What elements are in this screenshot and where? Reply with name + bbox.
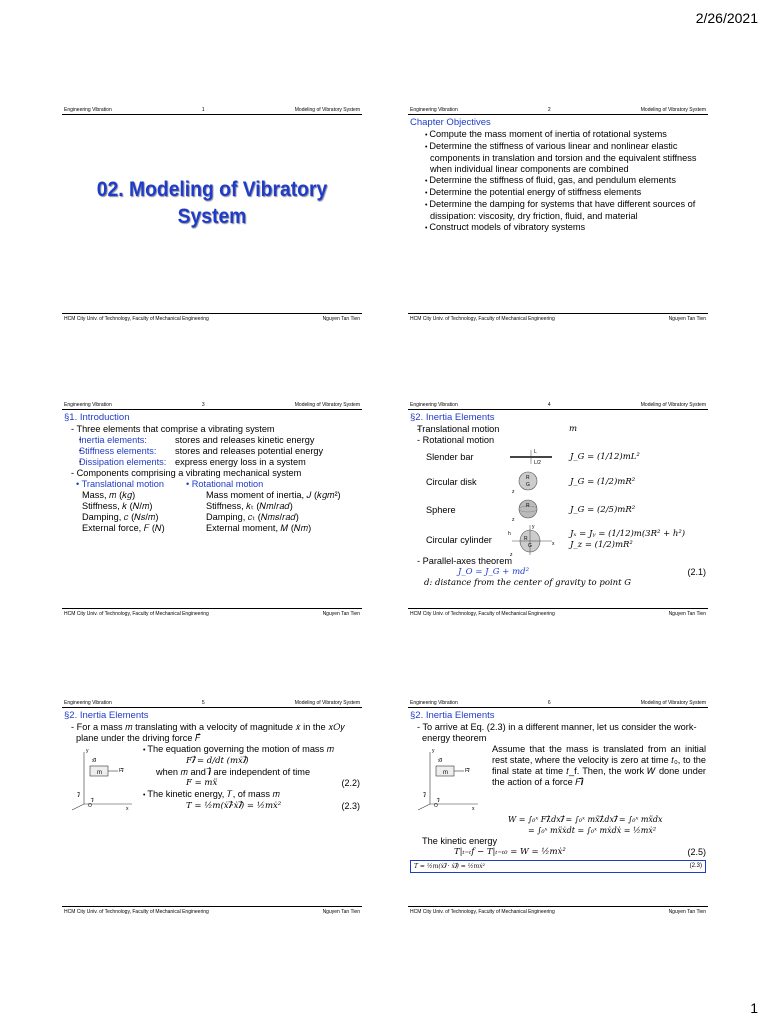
intro-text: - Three elements that comprise a vibrating system xyxy=(64,424,360,435)
svg-text:x: x xyxy=(126,806,129,812)
svg-text:y: y xyxy=(86,748,89,754)
slide-3 xyxy=(62,399,362,619)
footer-left: HCM City Univ. of Technology, Faculty of Mechanical Engineering xyxy=(64,316,209,322)
rotational-row: - Rotational motion xyxy=(410,435,706,446)
list-item: • Determine the stiffness of fluid, gas, and pendulum elements xyxy=(410,175,706,187)
sphere-figure xyxy=(506,497,570,523)
svg-text:x𝒊⃗: x𝒊⃗ xyxy=(438,758,442,764)
mass-axes-figure xyxy=(64,744,142,814)
slide-header xyxy=(408,104,708,115)
svg-text:𝒋⃗: 𝒋⃗ xyxy=(424,792,426,798)
slide-header xyxy=(62,399,362,410)
svg-text:x: x xyxy=(472,806,475,812)
svg-text:x𝒊⃗: x𝒊⃗ xyxy=(92,758,96,764)
slide-footer xyxy=(62,313,362,324)
disk-figure xyxy=(506,469,570,495)
header-left: Engineering Vibration xyxy=(410,107,458,113)
slide-header xyxy=(408,399,708,410)
list-item: • Construct models of vibratory systems xyxy=(410,222,706,234)
header-page: 5 xyxy=(201,700,205,706)
svg-text:O: O xyxy=(88,803,92,809)
header-right: Modeling of Vibratory System xyxy=(294,402,360,408)
kinetic-label: The kinetic energy xyxy=(422,836,498,846)
paragraph: - To arrive at Eq. (2.3) in a different manner, let us consider the work-energy theorem xyxy=(410,722,706,744)
svg-text:R: R xyxy=(526,475,530,481)
slide-5 xyxy=(62,697,362,917)
slide-footer xyxy=(408,906,708,917)
header-left: Engineering Vibration xyxy=(410,402,458,408)
content-row xyxy=(410,744,706,814)
svg-text:L: L xyxy=(534,449,537,455)
svg-text:z: z xyxy=(510,552,513,557)
header-page: 4 xyxy=(547,402,551,408)
footer-right: Nguyen Tan Tien xyxy=(668,611,706,617)
col-translational: • Translational motion xyxy=(76,479,164,489)
list-item: • Determine the stiffness of various linear and nonlinear elastic components in translation and torsion and the equivalent stiffness when individual linear components are combined xyxy=(410,141,706,175)
kinetic-equation: 𝑇|ₜ₌ₜf − 𝑇|ₜ₌ₜ₀ = 𝑊 = ½𝑚𝑥̇² (2.5) xyxy=(454,847,706,857)
header-page: 1 xyxy=(201,107,205,113)
page-number: 1 xyxy=(750,1000,758,1016)
slide-4 xyxy=(408,399,708,619)
svg-text:𝒋⃗: 𝒋⃗ xyxy=(78,792,80,798)
element-row: • Stiffness elements: stores and releases potential energy xyxy=(64,446,360,457)
cylinder-figure xyxy=(506,523,570,557)
mass-axes-figure xyxy=(410,744,492,814)
section-title: §2. Inertia Elements xyxy=(64,710,149,721)
svg-text:h: h xyxy=(508,531,511,537)
chapter-title-line2: System xyxy=(177,205,247,228)
slide-header xyxy=(62,697,362,708)
header-left: Engineering Vibration xyxy=(64,402,112,408)
shape-circular-cylinder: Circular cylinder y x h z R G 𝐽ₓ = 𝐽ᵧ = (1/12)𝑚(3𝑅² + ℎ²) 𝐽_z = (1/2)𝑚𝑅² xyxy=(426,524,686,557)
parallel-equation: 𝐽_O = 𝐽_G + 𝑚𝑑² (2.1) xyxy=(458,567,706,577)
slide-footer xyxy=(408,608,708,619)
shape-circular-disk: Circular disk R G z 𝐽_G = (1/2)𝑚𝑅² xyxy=(410,468,706,496)
svg-text:𝒊⃗: 𝒊⃗ xyxy=(92,798,94,804)
header-page: 3 xyxy=(201,402,205,408)
footer-right: Nguyen Tan Tien xyxy=(668,316,706,322)
slide-body xyxy=(410,710,706,903)
header-left: Engineering Vibration xyxy=(64,700,112,706)
header-page: 6 xyxy=(547,700,551,706)
footer-right: Nguyen Tan Tien xyxy=(322,316,360,322)
svg-text:m: m xyxy=(97,770,102,776)
columns-header xyxy=(64,479,360,490)
shape-slender-bar: Slender bar L L/2 𝐽_G = (1/12)𝑚𝐿² xyxy=(426,449,640,466)
svg-text:G: G xyxy=(526,482,530,488)
header-page: 2 xyxy=(547,107,551,113)
slide-body xyxy=(64,710,360,903)
slide-header xyxy=(408,697,708,708)
list-item: • Compute the mass moment of inertia of rotational systems xyxy=(410,129,706,141)
svg-text:x: x xyxy=(552,541,555,547)
svg-text:y: y xyxy=(532,524,535,530)
svg-text:F𝒊⃗: F𝒊⃗ xyxy=(119,768,124,774)
svg-text:L/2: L/2 xyxy=(534,460,541,466)
chapter-title-line1: 02. Modeling of Vibratory xyxy=(96,178,328,201)
svg-text:z: z xyxy=(512,517,515,523)
section-title: §2. Inertia Elements xyxy=(410,412,495,423)
section-title: Chapter Objectives xyxy=(410,117,491,128)
work-equation-1: 𝑊 = ∫₀ˣ 𝐹𝒊⃗.𝑑𝑥𝒊⃗ = ∫₀ˣ 𝑚𝑥̈𝒊⃗.𝑑𝑥𝒊⃗ = ∫₀ˣ 𝑚𝑥̈𝑑𝑥 xyxy=(508,815,663,824)
slide-body xyxy=(64,412,360,605)
translational-row: - Translational motion 𝑚 xyxy=(410,424,706,435)
header-left: Engineering Vibration xyxy=(410,700,458,706)
page-date: 2/26/2021 xyxy=(695,10,758,26)
footer-right: Nguyen Tan Tien xyxy=(322,909,360,915)
svg-text:z: z xyxy=(512,489,515,495)
header-left: Engineering Vibration xyxy=(64,107,112,113)
header-right: Modeling of Vibratory System xyxy=(294,107,360,113)
slide-footer xyxy=(62,608,362,619)
shape-sphere: Sphere R z 𝐽_G = (2/5)𝑚𝑅² xyxy=(410,496,706,524)
footer-left: HCM City Univ. of Technology, Faculty of Mechanical Engineering xyxy=(410,611,555,617)
work-equation-2: = ∫₀ˣ 𝑚𝑥̈𝑥̇𝑑𝑡 = ∫₀ˣ 𝑚𝑥̇𝑑𝑥̇ = ½𝑚𝑥̇² xyxy=(528,826,657,835)
table-row: Damping, 𝑐 (𝑁𝑠/𝑚) Damping, 𝑐ₜ (𝑁𝑚𝑠/𝑟𝑎𝑑) xyxy=(82,512,299,522)
table-row: External force, 𝐹 (𝑁) External moment, 𝑀 (𝑁𝑚) xyxy=(82,523,312,533)
slide-2 xyxy=(408,104,708,324)
equations: • The equation governing the motion of mass 𝑚 𝐹𝒊⃗ = d/dt (𝑚𝑥̇𝒊⃗) when 𝑚 and 𝒊⃗ are independent of time 𝐹 = 𝑚𝑥̈ (2.2) • The kinetic energy, 𝑇, of mass 𝑚 𝑇 = ½𝑚(𝑥̇𝒊⃗·𝑥̇𝒊⃗) = ½𝑚𝑥̇² (2.3) xyxy=(142,744,360,814)
table-row: Mass, 𝑚 (𝑘𝑔) Mass moment of inertia, 𝐽 (𝑘𝑔𝑚²) xyxy=(82,490,341,500)
svg-text:𝒊⃗: 𝒊⃗ xyxy=(438,798,440,804)
slide-footer xyxy=(408,313,708,324)
footer-left: HCM City Univ. of Technology, Faculty of Mechanical Engineering xyxy=(410,316,555,322)
svg-text:y: y xyxy=(432,748,435,754)
list-item: • Determine the damping for systems that have different sources of dissipation: viscosity, dry friction, fluid, and material xyxy=(410,199,706,222)
svg-text:O: O xyxy=(434,803,438,809)
boxed-equation: 𝑇 = ½𝑚(𝑥̇𝒊⃗ · 𝑥̇𝒊⃗) = ½𝑚𝑥̇² (2.3) xyxy=(410,860,706,873)
work-text: Assume that the mass is translated from an initial rest state, where the velocity is zero at time 𝑡₀, to the final state at time 𝑡_f. Then, the work 𝑊 done under the action of a force 𝐹𝒊⃗ xyxy=(492,744,706,787)
footer-left: HCM City Univ. of Technology, Faculty of Mechanical Engineering xyxy=(64,909,209,915)
section-title: §2. Inertia Elements xyxy=(410,710,495,721)
parallel-axes: - Parallel-axes theorem xyxy=(410,556,706,567)
slide-body xyxy=(410,117,706,310)
slide-1 xyxy=(62,104,362,324)
slide-body xyxy=(410,412,706,605)
slide-footer xyxy=(62,906,362,917)
header-right: Modeling of Vibratory System xyxy=(640,107,706,113)
section-title: §1. Introduction xyxy=(64,412,130,423)
footer-right: Nguyen Tan Tien xyxy=(668,909,706,915)
slide-6 xyxy=(408,697,708,917)
slender-bar-figure xyxy=(506,447,570,467)
chapter-title xyxy=(74,176,350,230)
header-right: Modeling of Vibratory System xyxy=(640,402,706,408)
footer-right: Nguyen Tan Tien xyxy=(322,611,360,617)
footer-left: HCM City Univ. of Technology, Faculty of Mechanical Engineering xyxy=(64,611,209,617)
slide-header xyxy=(62,104,362,115)
header-right: Modeling of Vibratory System xyxy=(640,700,706,706)
components-text: - Components comprising a vibrating mechanical system xyxy=(64,468,360,479)
paragraph: - For a mass 𝑚 translating with a velocity of magnitude 𝑥̇ in the 𝑥𝑂𝑦 plane under the driving force 𝐹⃗ xyxy=(64,722,360,744)
col-rotational: • Rotational motion xyxy=(186,479,264,489)
svg-text:G: G xyxy=(528,543,532,549)
svg-text:F𝒊⃗: F𝒊⃗ xyxy=(465,768,470,774)
svg-text:R: R xyxy=(526,503,530,509)
header-right: Modeling of Vibratory System xyxy=(294,700,360,706)
content-row xyxy=(64,744,360,814)
element-row: • Dissipation elements: express energy loss in a system xyxy=(64,457,360,468)
svg-text:R: R xyxy=(524,536,528,542)
objectives-list xyxy=(410,129,706,234)
table-row: Stiffness, 𝑘 (𝑁/𝑚) Stiffness, 𝑘ₜ (𝑁𝑚/𝑟𝑎𝑑) xyxy=(82,501,293,511)
svg-text:m: m xyxy=(443,770,448,776)
list-item: • Determine the potential energy of stiffness elements xyxy=(410,187,706,199)
distance-note: 𝑑: distance from the center of gravity to point 𝐺 xyxy=(424,578,632,588)
element-row: • Inertia elements: stores and releases kinetic energy xyxy=(64,435,360,446)
footer-left: HCM City Univ. of Technology, Faculty of Mechanical Engineering xyxy=(410,909,555,915)
